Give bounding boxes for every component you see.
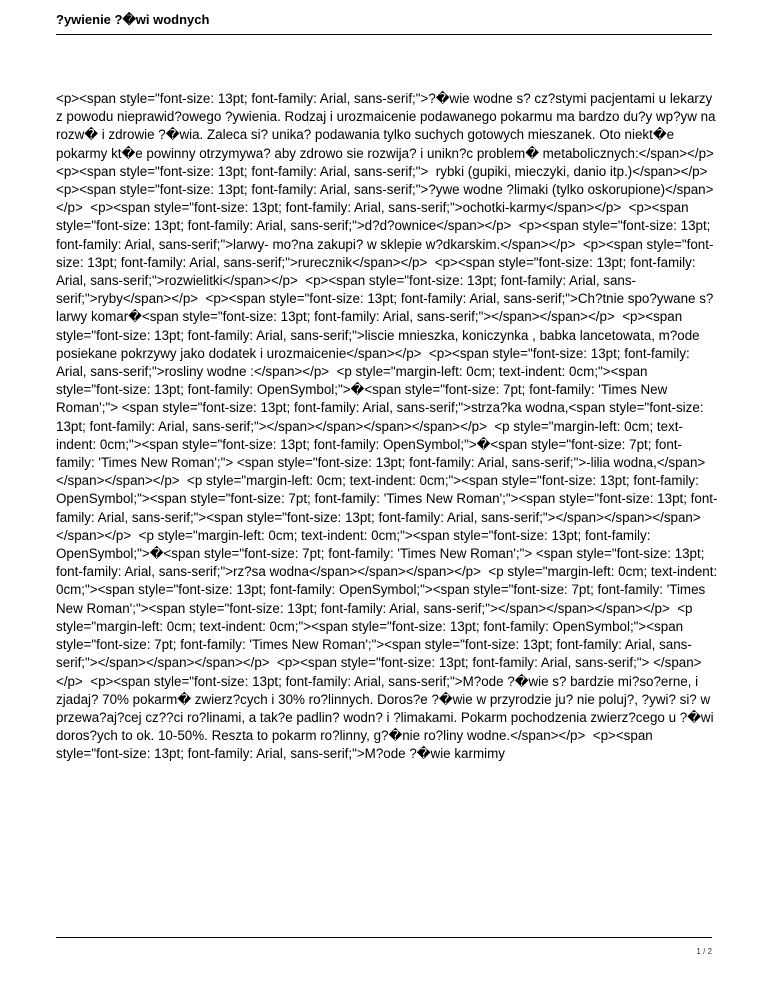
page-title: ?ywienie ?�wi wodnych bbox=[56, 12, 210, 27]
header-divider bbox=[56, 34, 712, 35]
footer-divider bbox=[56, 937, 712, 938]
page-header bbox=[56, 11, 712, 29]
page-number: 1 / 2 bbox=[696, 947, 712, 956]
document-body-text: <p><span style="font-size: 13pt; font-family: Arial, sans-serif;">?�wie wodne s? cz?stymi pacjentami u lekarzy z powodu nieprawid?owego ?ywienia. Rodzaj i urozmaicenie podawanego pokarmu ma bardzo du?y wp?yw na rozw� i zdrowie ?�wia. Zaleca si? unika? podawania tylko suchych gotowych mieszanek. Oto niekt�e pokarmy kt�e powinny otrzymywa? aby zdrowo sie rozwija? i unikn?c problem� metabolicznych:</span></p> <p><span style="font-size: 13pt; font-family: Arial, sans-serif;"> rybki (gupiki, mieczyki, danio itp.)</span></p> <p><span style="font-size: 13pt; font-family: Arial, sans-serif;">?ywe wodne ?limaki (tylko oskorupione)</span></p> <p><span style="font-size: 13pt; font-family: Arial, sans-serif;">ochotki-karmy</span></p> <p><span style="font-size: 13pt; font-family: Arial, sans-serif;">d?d?ownice</span></p> <p><span style="font-size: 13pt; font-family: Arial, sans-serif;">larwy- mo?na zakupi? w sklepie w?dkarskim.</span></p> <p><span style="font-size: 13pt; font-family: Arial, sans-serif;">rurecznik</span></p> <p><span style="font-size: 13pt; font-family: Arial, sans-serif;">rozwielitki</span></p> <p><span style="font-size: 13pt; font-family: Arial, sans-serif;">ryby</span></p> <p><span style="font-size: 13pt; font-family: Arial, sans-serif;">Ch?tnie spo?ywane s? larwy komar�<span style="font-size: 13pt; font-family: Arial, sans-serif;"></span></span></p> <p><span style="font-size: 13pt; font-family: Arial, sans-serif;">liscie mnieszka, koniczynka , babka lancetowata, m?ode posiekane pokrzywy jako dodatek i urozmaicenie</span></p> <p><span style="font-size: 13pt; font-family: Arial, sans-serif;">rosliny wodne :</span></p> <p style="margin-left: 0cm; text-indent: 0cm;"><span style="font-size: 13pt; font-family: OpenSymbol;">�<span style="font-size: 7pt; font-family: 'Times New Roman';"> <span style="font-size: 13pt; font-family: Arial, sans-serif;">strza?ka wodna,<span style="font-size: 13pt; font-family: Arial, sans-serif;"></span></span></span></span></p> <p style="margin-left: 0cm; text-indent: 0cm;"><span style="font-size: 13pt; font-family: OpenSymbol;">�<span style="font-size: 7pt; font-family: 'Times New Roman';"> <span style="font-size: 13pt; font-family: Arial, sans-serif;">-lilia wodna,</span></span></span></p> <p style="margin-left: 0cm; text-indent: 0cm;"><span style="font-size: 13pt; font-family: OpenSymbol;"><span style="font-size: 7pt; font-family: 'Times New Roman';"><span style="font-size: 13pt; font-family: Arial, sans-serif;"><span style="font-size: 13pt; font-family: Arial, sans-serif;"></span></span></span></span></p> <p style="margin-left: 0cm; text-indent: 0cm;"><span style="font-size: 13pt; font-family: OpenSymbol;">�<span style="font-size: 7pt; font-family: 'Times New Roman';"> <span style="font-size: 13pt; font-family: Arial, sans-serif;">rz?sa wodna</span></span></span></p> <p style="margin-left: 0cm; text-indent: 0cm;"><span style="font-size: 13pt; font-family: OpenSymbol;"><span style="font-size: 7pt; font-family: 'Times New Roman';"><span style="font-size: 13pt; font-family: Arial, sans-serif;"></span></span></span></p> <p style="margin-left: 0cm; text-indent: 0cm;"><span style="font-size: 13pt; font-family: OpenSymbol;"><span style="font-size: 7pt; font-family: 'Times New Roman';"><span style="font-size: 13pt; font-family: Arial, sans-serif;"></span></span></span></p> <p><span style="font-size: 13pt; font-family: Arial, sans-serif;"> </span></p> <p><span style="font-size: 13pt; font-family: Arial, sans-serif;">M?ode ?�wie s? bardzie mi?so?erne, i zjadaj? 70% pokarm� zwierz?cych i 30% ro?linnych. Doros?e ?�wie w przyrodzie ju? nie poluj?, ?ywi? si? w przewa?aj?cej cz??ci ro?linami, a tak?e padlin? wodn? i ?limakami. Pokarm pochodzenia zwierz?cego u ?�wi doros?ych to ok. 10-50%. Reszta to pokarm ro?linny, g?�nie ro?liny wodne.</span></p> <p><span style="font-size: 13pt; font-family: Arial, sans-serif;">M?ode ?�wie karmimy bbox=[56, 91, 722, 762]
